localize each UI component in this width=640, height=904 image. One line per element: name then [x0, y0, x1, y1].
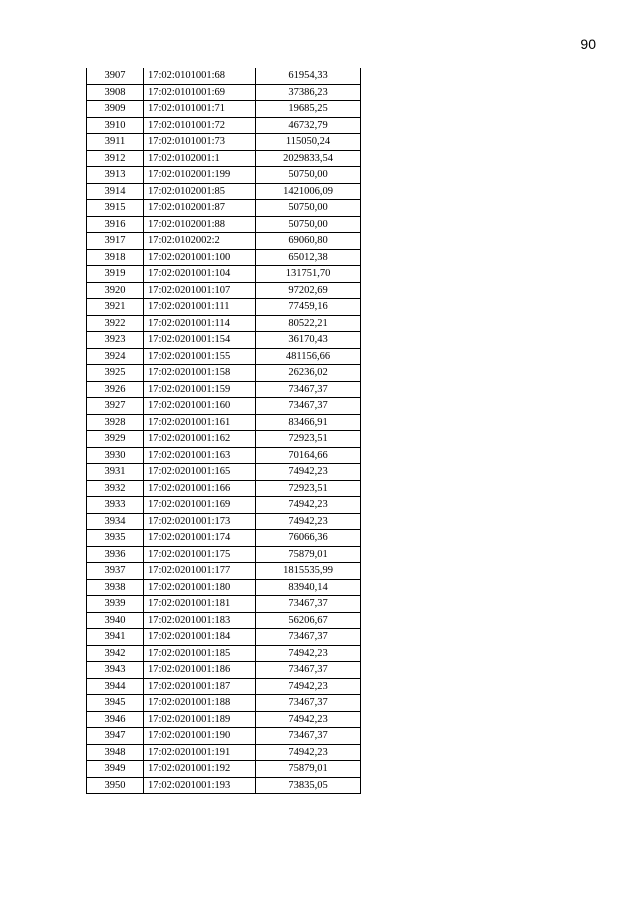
row-number: 3920: [87, 282, 144, 299]
cadastral-number: 17:02:0201001:163: [144, 447, 256, 464]
table-row: [87, 414, 361, 431]
row-number: 3928: [87, 414, 144, 431]
cadastral-value: 74942,23: [256, 678, 361, 695]
cadastral-value: 50750,00: [256, 167, 361, 184]
cadastral-number: 17:02:0201001:181: [144, 596, 256, 613]
table-row: [87, 134, 361, 151]
row-number: 3930: [87, 447, 144, 464]
table-row: [87, 579, 361, 596]
cadastral-number: 17:02:0201001:187: [144, 678, 256, 695]
row-number: 3933: [87, 497, 144, 514]
table-row: [87, 216, 361, 233]
row-number: 3918: [87, 249, 144, 266]
cadastral-number: 17:02:0201001:177: [144, 563, 256, 580]
table-row: [87, 200, 361, 217]
row-number: 3916: [87, 216, 144, 233]
page-number: 90: [580, 36, 596, 52]
cadastral-number: 17:02:0201001:183: [144, 612, 256, 629]
cadastral-number: 17:02:0201001:180: [144, 579, 256, 596]
row-number: 3947: [87, 728, 144, 745]
table-row: [87, 249, 361, 266]
cadastral-value: 73835,05: [256, 777, 361, 794]
cadastral-value: 74942,23: [256, 645, 361, 662]
table-row: [87, 266, 361, 283]
row-number: 3939: [87, 596, 144, 613]
row-number: 3940: [87, 612, 144, 629]
cadastral-value: 80522,21: [256, 315, 361, 332]
cadastral-number: 17:02:0201001:155: [144, 348, 256, 365]
cadastral-value: 73467,37: [256, 728, 361, 745]
cadastral-number: 17:02:0101001:68: [144, 68, 256, 84]
row-number: 3912: [87, 150, 144, 167]
cadastral-value: 2029833,54: [256, 150, 361, 167]
table-row: [87, 167, 361, 184]
table-row: [87, 497, 361, 514]
table-row: [87, 282, 361, 299]
cadastral-number: 17:02:0102001:88: [144, 216, 256, 233]
cadastral-value: 37386,23: [256, 84, 361, 101]
row-number: 3938: [87, 579, 144, 596]
table-row: [87, 183, 361, 200]
table-body: [87, 68, 361, 794]
cadastral-number: 17:02:0201001:190: [144, 728, 256, 745]
table-row: [87, 84, 361, 101]
row-number: 3934: [87, 513, 144, 530]
cadastral-value: 69060,80: [256, 233, 361, 250]
cadastral-value: 115050,24: [256, 134, 361, 151]
cadastral-value: 61954,33: [256, 68, 361, 84]
row-number: 3935: [87, 530, 144, 547]
cadastral-number: 17:02:0102002:2: [144, 233, 256, 250]
cadastral-number: 17:02:0102001:199: [144, 167, 256, 184]
row-number: 3941: [87, 629, 144, 646]
cadastral-number: 17:02:0201001:175: [144, 546, 256, 563]
row-number: 3945: [87, 695, 144, 712]
row-number: 3908: [87, 84, 144, 101]
cadastral-number: 17:02:0102001:87: [144, 200, 256, 217]
cadastral-value: 46732,79: [256, 117, 361, 134]
cadastral-number: 17:02:0101001:71: [144, 101, 256, 118]
table-row: [87, 299, 361, 316]
row-number: 3915: [87, 200, 144, 217]
row-number: 3913: [87, 167, 144, 184]
row-number: 3926: [87, 381, 144, 398]
table-row: [87, 662, 361, 679]
cadastral-value: 74942,23: [256, 744, 361, 761]
row-number: 3923: [87, 332, 144, 349]
cadastral-number: 17:02:0201001:154: [144, 332, 256, 349]
table-row: [87, 530, 361, 547]
cadastral-number: 17:02:0201001:114: [144, 315, 256, 332]
cadastral-value: 73467,37: [256, 695, 361, 712]
cadastral-number: 17:02:0201001:111: [144, 299, 256, 316]
cadastral-value: 75879,01: [256, 761, 361, 778]
table-row: [87, 101, 361, 118]
table-row: [87, 728, 361, 745]
row-number: 3925: [87, 365, 144, 382]
cadastral-number: 17:02:0201001:186: [144, 662, 256, 679]
cadastral-number: 17:02:0201001:193: [144, 777, 256, 794]
row-number: 3949: [87, 761, 144, 778]
row-number: 3944: [87, 678, 144, 695]
cadastral-number: 17:02:0102001:1: [144, 150, 256, 167]
row-number: 3927: [87, 398, 144, 415]
table-row: [87, 348, 361, 365]
table-row: [87, 398, 361, 415]
cadastral-number: 17:02:0201001:162: [144, 431, 256, 448]
row-number: 3909: [87, 101, 144, 118]
cadastral-number: 17:02:0101001:72: [144, 117, 256, 134]
table-row: [87, 711, 361, 728]
table-row: [87, 596, 361, 613]
table-row: [87, 365, 361, 382]
table-row: [87, 233, 361, 250]
table-row: [87, 315, 361, 332]
cadastral-value: 36170,43: [256, 332, 361, 349]
cadastral-number: 17:02:0201001:169: [144, 497, 256, 514]
row-number: 3911: [87, 134, 144, 151]
row-number: 3914: [87, 183, 144, 200]
cadastral-number: 17:02:0201001:184: [144, 629, 256, 646]
cadastral-value: 73467,37: [256, 398, 361, 415]
cadastral-value: 73467,37: [256, 381, 361, 398]
cadastral-value: 74942,23: [256, 513, 361, 530]
table-row: [87, 546, 361, 563]
cadastral-number: 17:02:0201001:166: [144, 480, 256, 497]
cadastral-number: 17:02:0201001:100: [144, 249, 256, 266]
cadastral-number: 17:02:0201001:174: [144, 530, 256, 547]
cadastral-value: 75879,01: [256, 546, 361, 563]
cadastral-value: 72923,51: [256, 431, 361, 448]
cadastral-number: 17:02:0201001:173: [144, 513, 256, 530]
cadastral-value: 74942,23: [256, 497, 361, 514]
cadastral-value: 74942,23: [256, 464, 361, 481]
row-number: 3919: [87, 266, 144, 283]
row-number: 3943: [87, 662, 144, 679]
row-number: 3917: [87, 233, 144, 250]
table-row: [87, 381, 361, 398]
table-row: [87, 513, 361, 530]
cadastral-value: 73467,37: [256, 629, 361, 646]
table-row: [87, 645, 361, 662]
cadastral-number: 17:02:0101001:69: [144, 84, 256, 101]
cadastral-number: 17:02:0201001:107: [144, 282, 256, 299]
cadastral-number: 17:02:0201001:185: [144, 645, 256, 662]
cadastral-number: 17:02:0201001:158: [144, 365, 256, 382]
cadastral-value: 73467,37: [256, 596, 361, 613]
table-row: [87, 777, 361, 794]
cadastral-value: 83466,91: [256, 414, 361, 431]
table-row: [87, 68, 361, 84]
cadastral-number: 17:02:0201001:160: [144, 398, 256, 415]
table-row: [87, 332, 361, 349]
cadastral-value: 56206,67: [256, 612, 361, 629]
cadastral-number: 17:02:0201001:188: [144, 695, 256, 712]
row-number: 3929: [87, 431, 144, 448]
row-number: 3910: [87, 117, 144, 134]
cadastral-value: 72923,51: [256, 480, 361, 497]
cadastral-value: 73467,37: [256, 662, 361, 679]
cadastral-value: 1421006,09: [256, 183, 361, 200]
cadastral-number: 17:02:0101001:73: [144, 134, 256, 151]
row-number: 3922: [87, 315, 144, 332]
row-number: 3946: [87, 711, 144, 728]
cadastral-table: [86, 68, 361, 794]
cadastral-value: 19685,25: [256, 101, 361, 118]
table-row: [87, 695, 361, 712]
cadastral-number: 17:02:0201001:159: [144, 381, 256, 398]
row-number: 3950: [87, 777, 144, 794]
cadastral-value: 481156,66: [256, 348, 361, 365]
cadastral-value: 83940,14: [256, 579, 361, 596]
table-row: [87, 431, 361, 448]
table-row: [87, 447, 361, 464]
cadastral-number: 17:02:0201001:165: [144, 464, 256, 481]
table-row: [87, 678, 361, 695]
cadastral-value: 76066,36: [256, 530, 361, 547]
row-number: 3932: [87, 480, 144, 497]
cadastral-value: 50750,00: [256, 216, 361, 233]
table-row: [87, 629, 361, 646]
cadastral-number: 17:02:0201001:189: [144, 711, 256, 728]
row-number: 3921: [87, 299, 144, 316]
table-row: [87, 563, 361, 580]
cadastral-value: 65012,38: [256, 249, 361, 266]
cadastral-value: 97202,69: [256, 282, 361, 299]
row-number: 3942: [87, 645, 144, 662]
table-row: [87, 117, 361, 134]
cadastral-value: 74942,23: [256, 711, 361, 728]
table-row: [87, 612, 361, 629]
row-number: 3948: [87, 744, 144, 761]
table-row: [87, 150, 361, 167]
cadastral-number: 17:02:0201001:161: [144, 414, 256, 431]
row-number: 3931: [87, 464, 144, 481]
cadastral-number: 17:02:0201001:104: [144, 266, 256, 283]
table-row: [87, 761, 361, 778]
cadastral-value: 70164,66: [256, 447, 361, 464]
row-number: 3924: [87, 348, 144, 365]
table-row: [87, 480, 361, 497]
cadastral-value: 131751,70: [256, 266, 361, 283]
row-number: 3936: [87, 546, 144, 563]
table-row: [87, 464, 361, 481]
cadastral-number: 17:02:0102001:85: [144, 183, 256, 200]
table-row: [87, 744, 361, 761]
cadastral-value: 50750,00: [256, 200, 361, 217]
cadastral-value: 77459,16: [256, 299, 361, 316]
row-number: 3937: [87, 563, 144, 580]
cadastral-value: 1815535,99: [256, 563, 361, 580]
cadastral-number: 17:02:0201001:192: [144, 761, 256, 778]
row-number: 3907: [87, 68, 144, 84]
cadastral-number: 17:02:0201001:191: [144, 744, 256, 761]
cadastral-value: 26236,02: [256, 365, 361, 382]
